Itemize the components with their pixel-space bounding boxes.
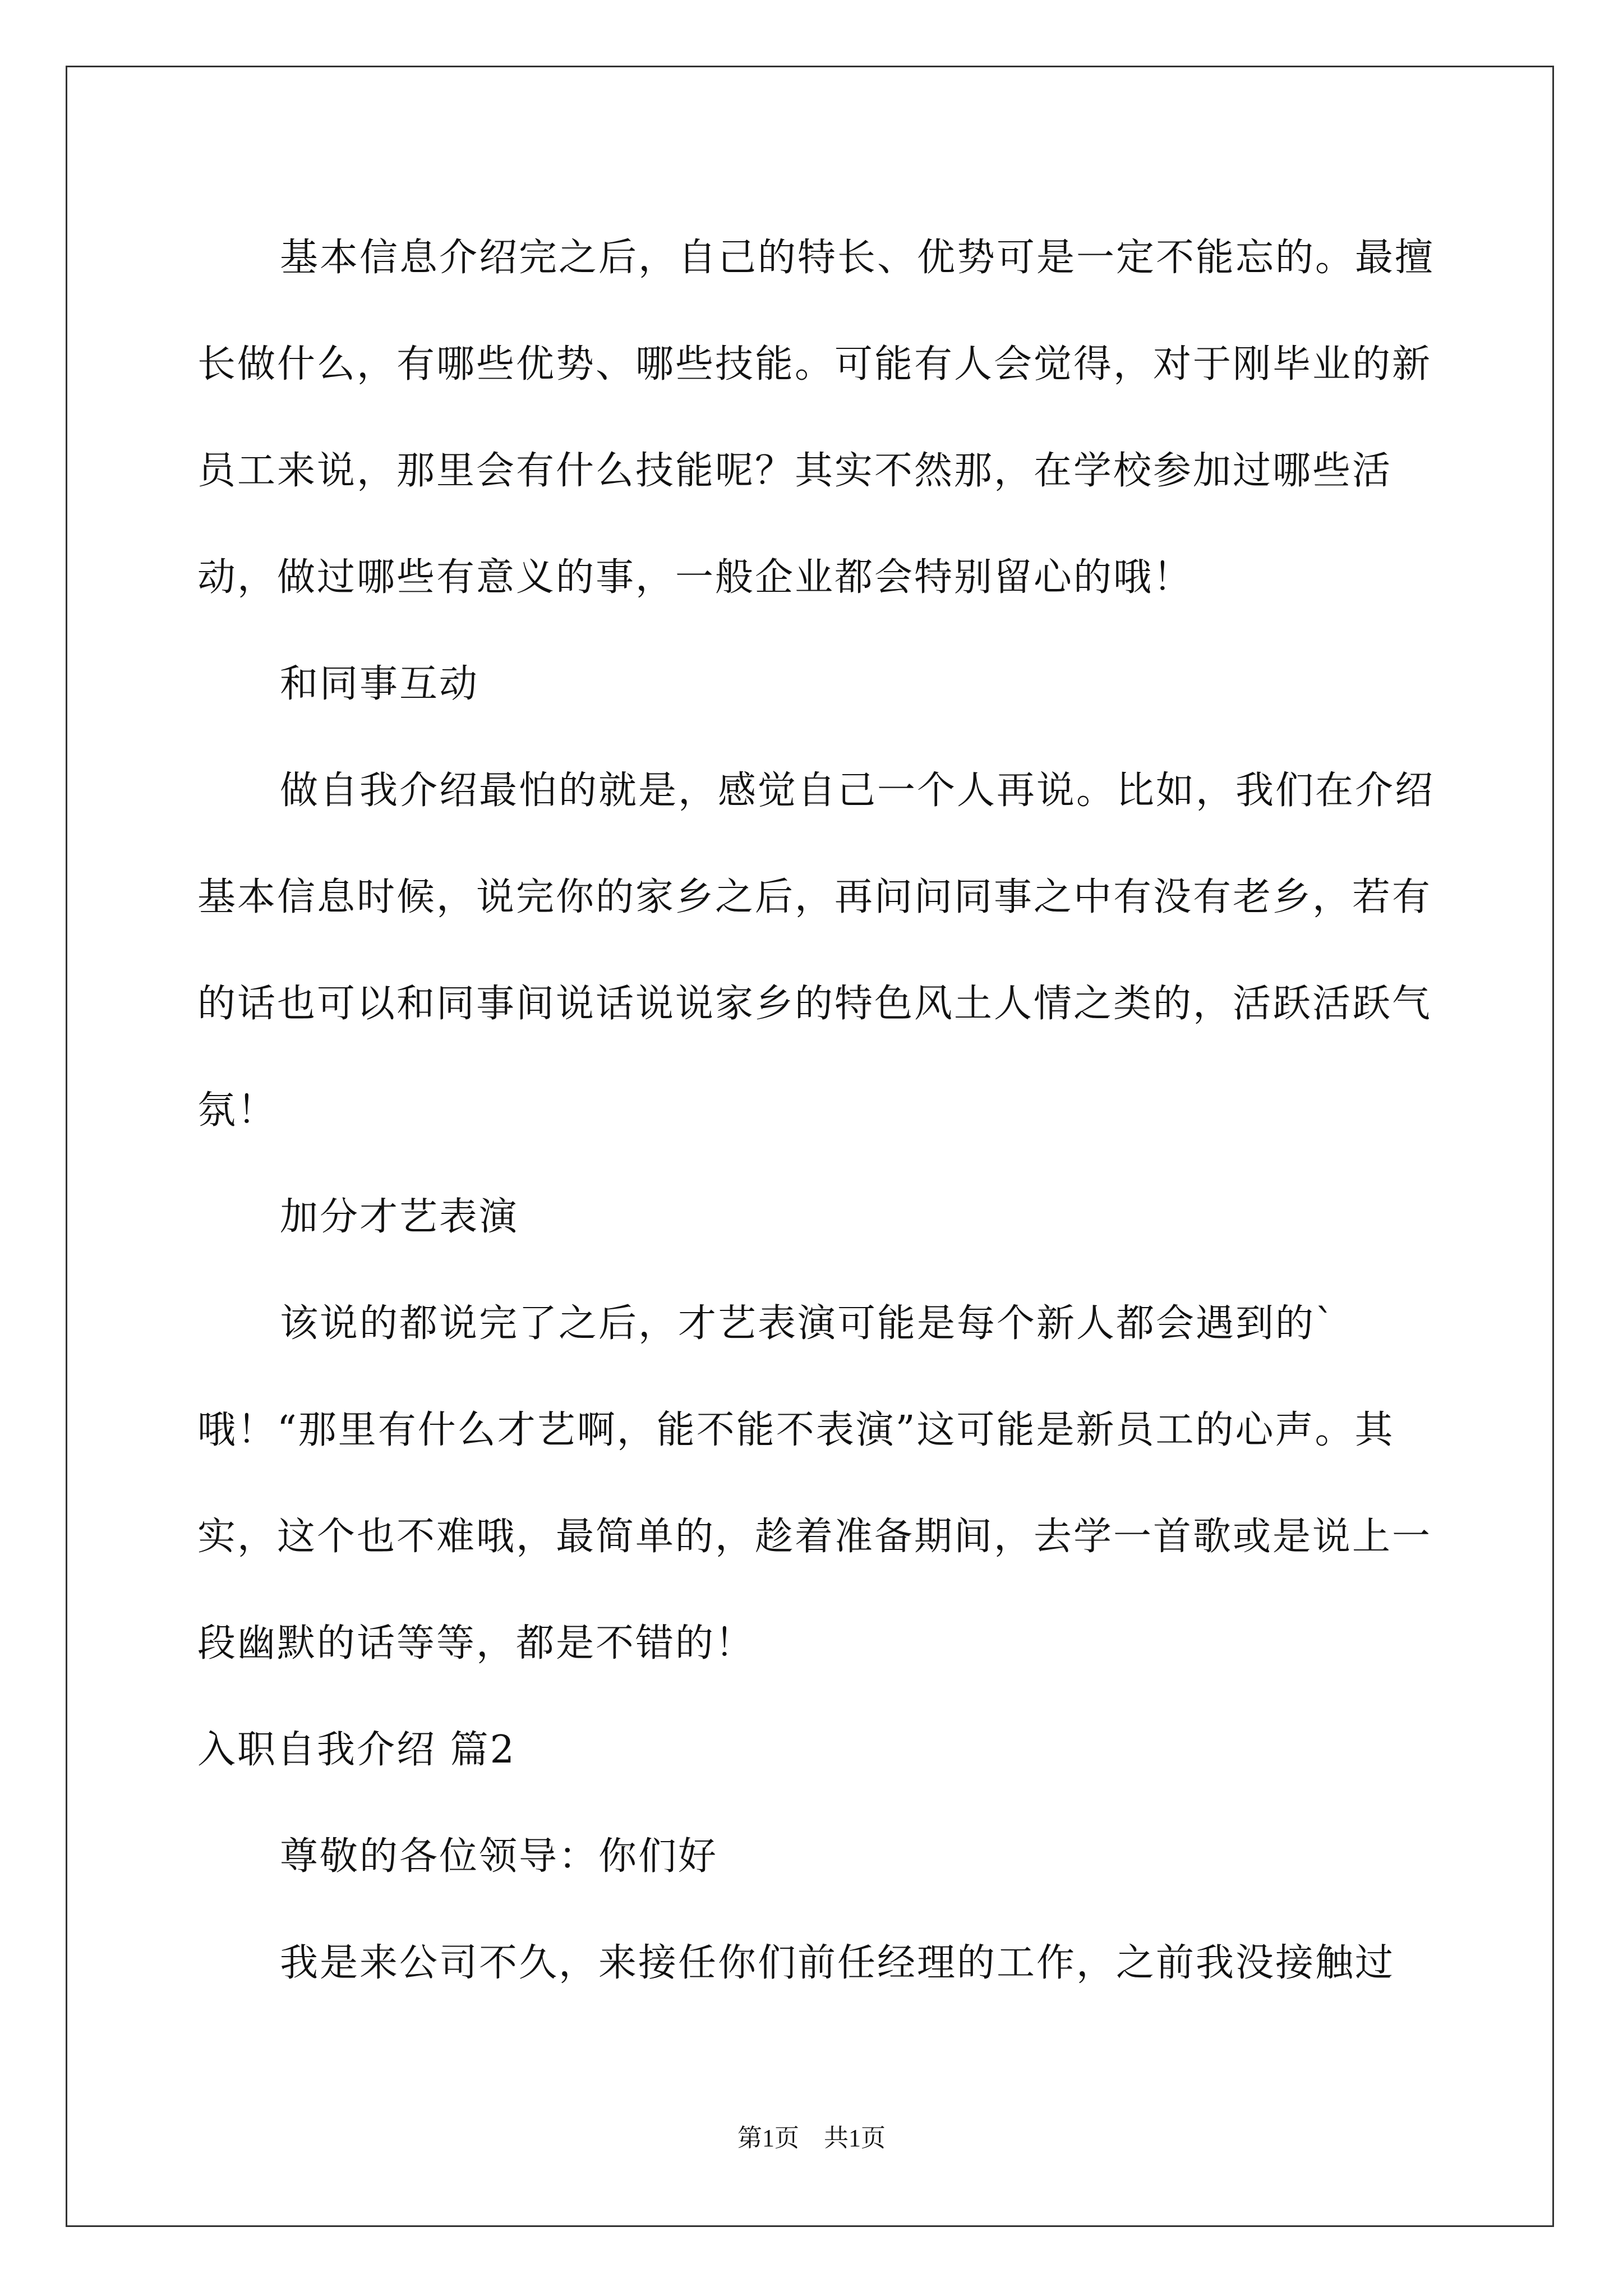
subheading-talent-show: 加分才艺表演 — [280, 1195, 519, 1239]
page-number-total: 共1页 — [824, 2124, 886, 2152]
section-heading-part2: 入职自我介绍 篇2 — [197, 1728, 516, 1772]
paragraph-talent: 该说的都说完了之后，才艺表演可能是每个新人都会遇到的`哦！“那里有什么才艺啊，能不能不表演”这可能是新员工的心声。其实，这个也不难哦，最简单的，趁着准备期间，去学一首歌或是说上一段幽默的话等等，都是不错的！ — [197, 1301, 1432, 1665]
page-number-current: 第1页 — [737, 2124, 799, 2152]
document-body — [197, 205, 1459, 2017]
page-footer — [0, 2118, 1623, 2154]
paragraph-greeting: 尊敬的各位领导：你们好 — [280, 1834, 718, 1879]
paragraph-intro: 我是来公司不久，来接任你们前任经理的工作，之前我没接触过 — [280, 1941, 1395, 1985]
subheading-interact-colleagues: 和同事互动 — [280, 662, 479, 706]
paragraph-strengths: 基本信息介绍完之后，自己的特长、优势可是一定不能忘的。最擅长做什么，有哪些优势、哪些技能。可能有人会觉得，对于刚毕业的新员工来说，那里会有什么技能呢？其实不然那，在学校参加过哪些活动，做过哪些有意义的事，一般企业都会特别留心的哦！ — [197, 236, 1435, 600]
paragraph-interact: 做自我介绍最怕的就是，感觉自己一个人再说。比如，我们在介绍基本信息时候，说完你的家乡之后，再问问同事之中有没有老乡，若有的话也可以和同事间说话说说家乡的特色风土人情之类的，活跃活跃气氛！ — [197, 769, 1435, 1133]
